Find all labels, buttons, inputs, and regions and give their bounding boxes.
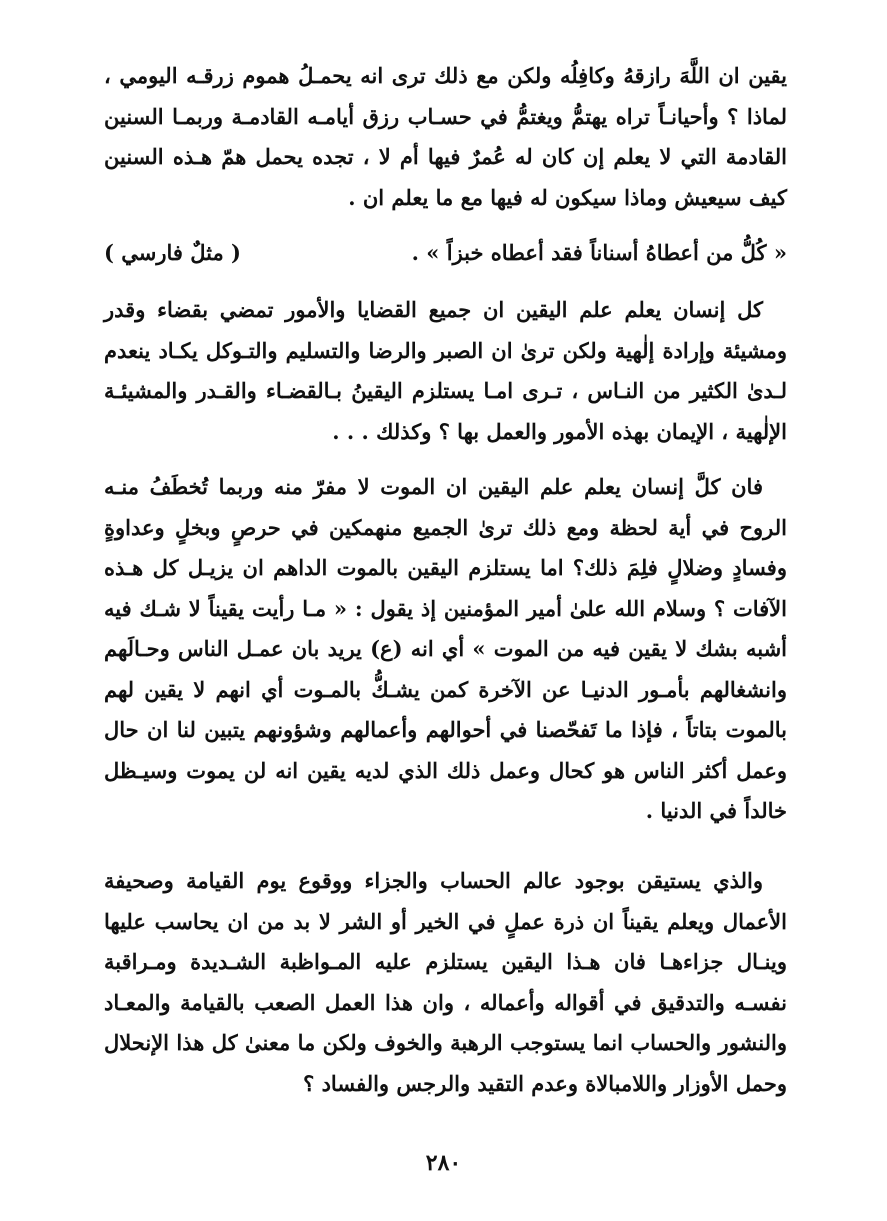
paragraph-divine-decree: كل إنسان يعلم علم اليقين ان جميع القضايا والأمور تمضي بقضاء وقدر ومشيئة وإرادة إلٰهية ولكن ترىٰ ان الصبر والرضا والتسليم والتـوكل يكـاد ينعدم لـدىٰ الكثير من النـاس ، تـرى امـا يستلزم اليقينُ بـالقضـاء والقـدر والمشيئـة الإلٰهية ، الإيمان بهذه الأمور والعمل بها ؟ وكذلك . . . (104, 297, 787, 444)
proverb-line (104, 233, 787, 273)
proverb-attribution: ( مثلٌ فارسي ) (104, 240, 241, 265)
page-number: ٢٨٠ (425, 1150, 462, 1176)
proverb-quote: « كُلُّ من أعطاهُ أسناناً فقد أعطاه خبزاً » . (411, 240, 787, 265)
paragraph-continuation: يقين ان اللَّهَ رازقهُ وكافِلُه ولكن مع ذلك ترى انه يحمـلُ هموم زرقـه اليومي ، لماذا ؟ وأحيانـاً تراه يهتمُّ ويغتمُّ في حسـاب رزق أيامـه القادمـة وربمـا السنين القادمة التي لا يعلم إن كان له عُمرٌ فيها أم لا ، تجده يحمل همّ هـذه السنين كيف سيعيش وماذا سيكون له فيها مع ما يعلم ان . (104, 63, 787, 210)
paragraph-day-of-judgment: والذي يستيقن بوجود عالم الحساب والجزاء ووقوع يوم القيامة وصحيفة الأعمال ويعلم يقيناً ان ذرة عملٍ في الخير أو الشر لا بد من ان يحاسب عليها وينـال جزاءهـا فان هـذا اليقين يستلزم عليه المـواظبة الشـديدة ومـراقبة نفسـه والتدقيق في أقواله وأعماله ، وان هذا العمل الصعب بالقيامة والمعـاد والنشور والحساب انما يستوجب الرهبة والخوف ولكن ما معنىٰ كل هذا الإنحلال وحمل الأوزار واللامبالاة وعدم التقيد والرجس والفساد ؟ (104, 868, 787, 1096)
paragraph-certainty-of-death: فان كلَّ إنسان يعلم علم اليقين ان الموت لا مفرّ منه وربما تُخطَفُ منـه الروح في أية لحظة ومع ذلك ترىٰ الجميع منهمكين في حرصٍ وبخلٍ وعداوةٍ وفسادٍ وضلالٍ فلِمَ ذلك؟ اما يستلزم اليقين بالموت الداهم ان يزيـل كل هـذه الآفات ؟ وسلام الله علىٰ أمير المؤمنين إذ يقول : « مـا رأيت يقيناً لا شـك فيه أشبه بشك لا يقين فيه من الموت » أي انه (ع) يريد بان عمـل الناس وحـالَهم وانشغالهم بأمـور الدنيـا عن الآخرة كمن يشـكُّ بالمـوت أي انهم لا يقين لهم بالموت بتاتاً ، فإذا ما تَفحّصنا في أحوالهم وأعمالهم وشؤونهم يتبين لنا ان حال وعمل أكثر الناس هو كحال وعمل ذلك الذي لديه يقين انه لن يموت وسيـظل خالداً في الدنيا . (104, 474, 787, 823)
